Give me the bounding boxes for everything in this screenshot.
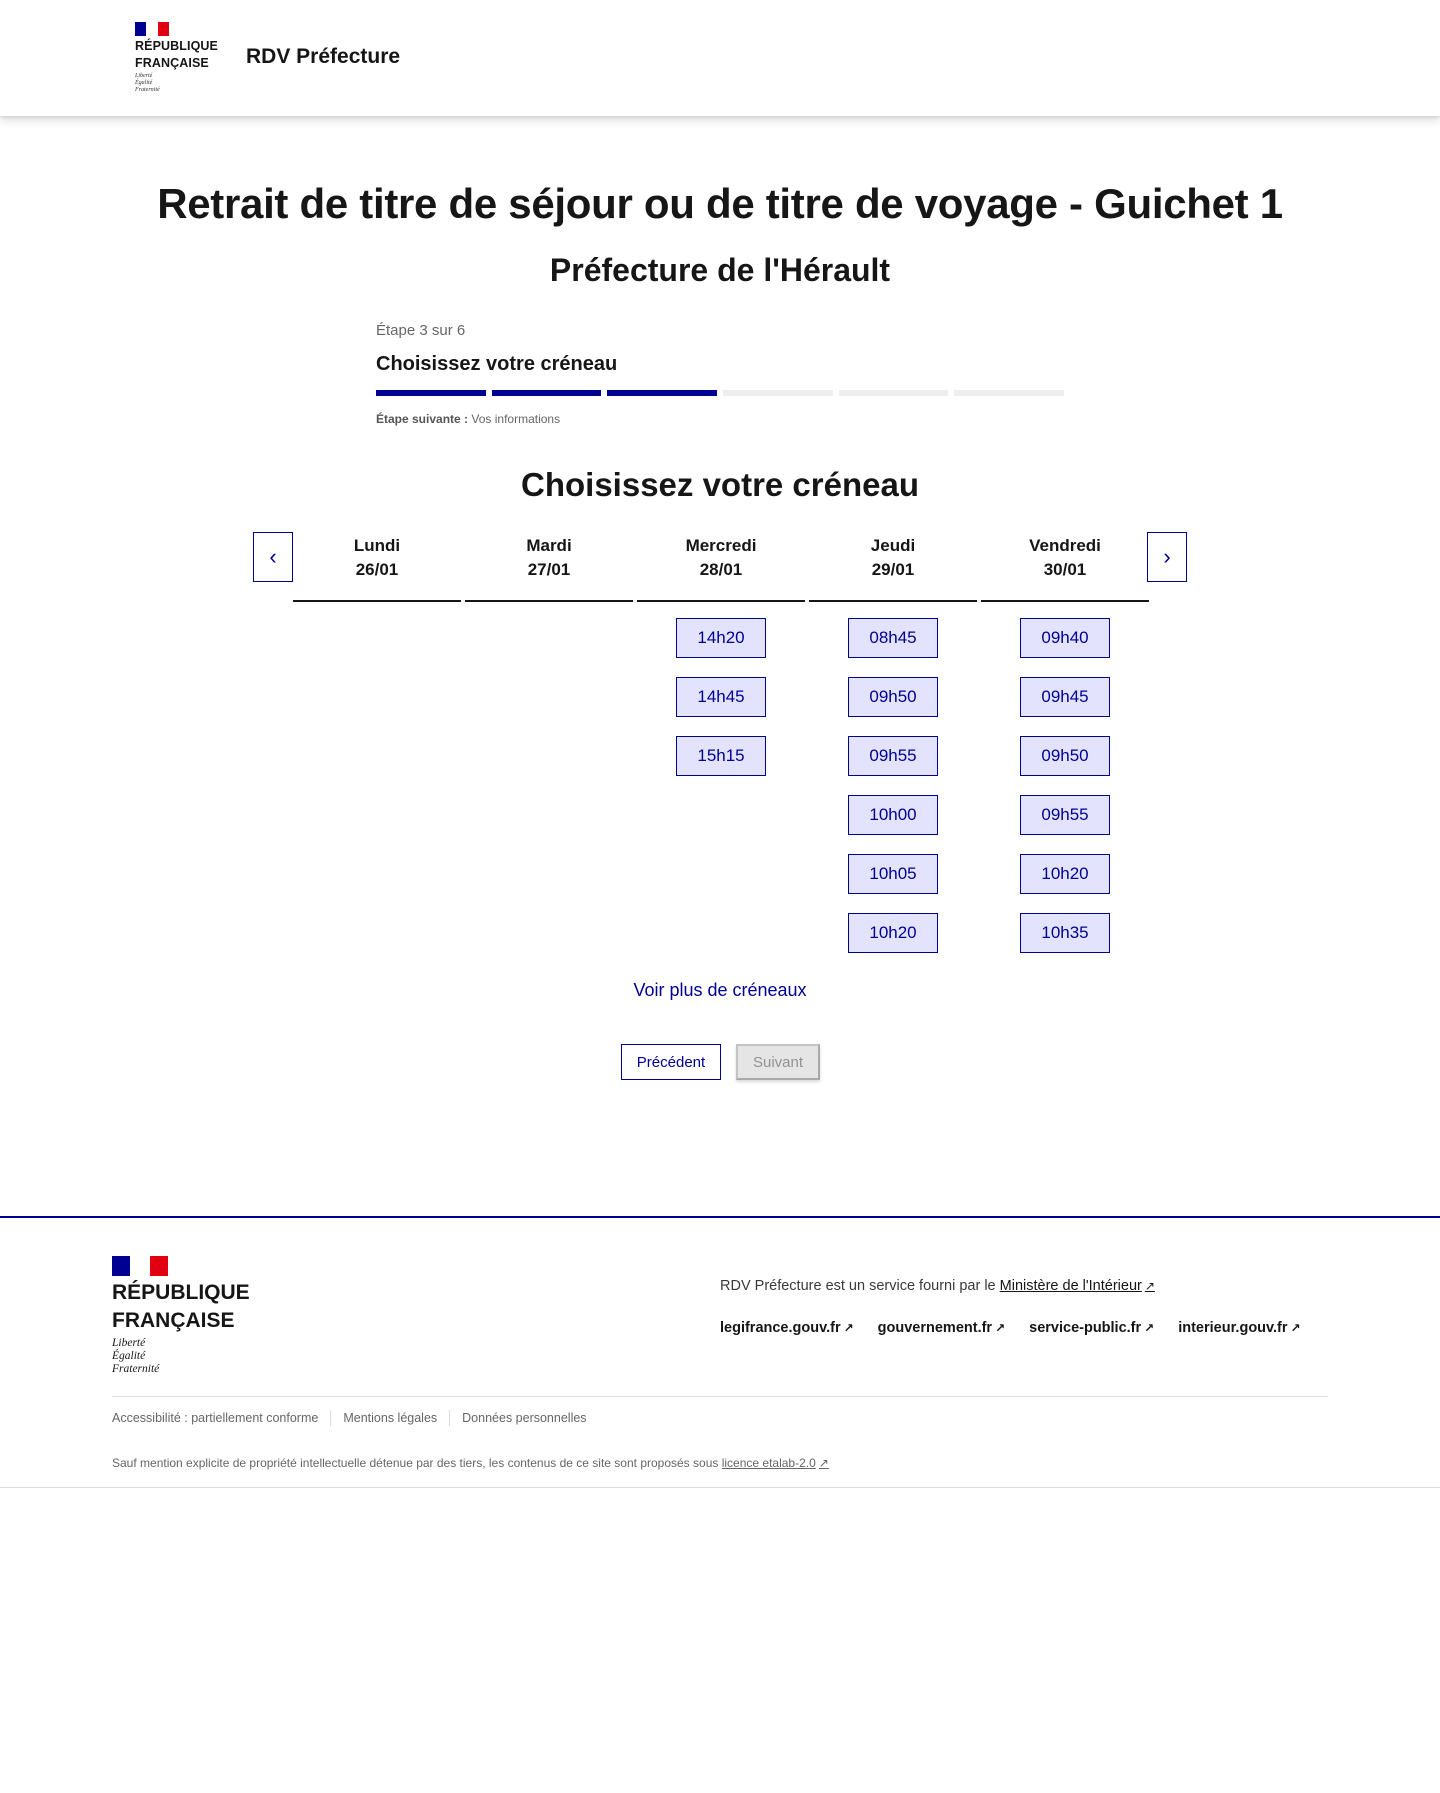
slots-title: Choisissez votre créneau xyxy=(521,466,919,503)
ministere-link[interactable] xyxy=(1000,1278,1155,1294)
time-slot-button[interactable]: 09h55 xyxy=(848,736,938,776)
time-slot-button[interactable]: 15h15 xyxy=(676,736,766,776)
more-slots-wrapper xyxy=(0,980,1440,1001)
time-slot-button[interactable]: 09h50 xyxy=(1020,736,1110,776)
external-link-icon: ↗ xyxy=(1290,1321,1301,1335)
step-next xyxy=(376,412,1064,426)
footer-desc-text: RDV Préfecture est un service fourni par le xyxy=(720,1278,996,1294)
slot-list xyxy=(1020,618,1110,953)
step-count: Étape 3 sur 6 xyxy=(376,322,466,339)
license-link-label: licence etalab-2.0 xyxy=(721,1456,816,1470)
slot-list xyxy=(848,618,938,953)
day-name: Jeudi xyxy=(870,536,916,555)
footer-description xyxy=(720,1278,1155,1294)
day-name: Vendredi xyxy=(1029,536,1101,555)
service-name-link[interactable]: RDV Préfecture xyxy=(246,45,401,68)
footer-motto-fraternite: Fraternité xyxy=(112,1363,160,1375)
next-week-button[interactable] xyxy=(1147,532,1187,582)
day-date: 29/01 xyxy=(871,560,915,579)
day-header xyxy=(637,530,805,602)
time-slot-button[interactable]: 10h00 xyxy=(848,795,938,835)
footer-link-label: service-public.fr xyxy=(1029,1320,1142,1336)
day-column xyxy=(981,530,1149,953)
footer-logo[interactable] xyxy=(112,1256,250,1376)
footer-bottom-links xyxy=(112,1410,599,1426)
footer-link-service-public[interactable] xyxy=(1029,1320,1154,1336)
external-link-icon: ↗ xyxy=(1144,1279,1155,1293)
time-slot-button[interactable]: 09h50 xyxy=(848,677,938,717)
time-slot-button[interactable]: 09h45 xyxy=(1020,677,1110,717)
time-slot-button[interactable]: 10h35 xyxy=(1020,913,1110,953)
previous-button[interactable]: Précédent xyxy=(621,1044,721,1080)
day-header xyxy=(293,530,461,602)
footer-motto-egalite: Égalité xyxy=(112,1350,146,1362)
day-name: Lundi xyxy=(353,536,401,555)
day-date: 28/01 xyxy=(699,560,743,579)
external-link-icon: ↗ xyxy=(818,1456,829,1470)
time-slot-button[interactable]: 10h05 xyxy=(848,854,938,894)
footer-link-gouvernement[interactable] xyxy=(878,1320,1005,1336)
time-slot-button[interactable]: 10h20 xyxy=(848,913,938,953)
time-slot-button[interactable]: 09h55 xyxy=(1020,795,1110,835)
step-bar xyxy=(492,390,602,396)
marianne-flag-icon xyxy=(135,22,169,36)
step-bar xyxy=(839,390,949,396)
page-title: Retrait de titre de séjour ou de titre de voyage - Guichet 1 xyxy=(157,180,1283,227)
day-column xyxy=(465,530,633,953)
step-bar xyxy=(376,390,486,396)
day-header xyxy=(809,530,977,602)
step-bar xyxy=(607,390,717,396)
personal-data-link[interactable]: Données personnelles xyxy=(449,1410,598,1426)
day-column xyxy=(293,530,461,953)
external-link-icon: ↗ xyxy=(995,1321,1006,1335)
footer-license xyxy=(112,1456,829,1470)
footer-links xyxy=(720,1320,1301,1336)
footer-divider xyxy=(112,1396,1328,1397)
time-slot-button[interactable]: 14h20 xyxy=(676,618,766,658)
step-bar xyxy=(954,390,1064,396)
time-slot-button[interactable]: 14h45 xyxy=(676,677,766,717)
day-date: 30/01 xyxy=(1043,560,1087,579)
day-name: Mercredi xyxy=(685,536,757,555)
time-slot-button[interactable]: 09h40 xyxy=(1020,618,1110,658)
external-link-icon: ↗ xyxy=(1144,1321,1155,1335)
step-progress xyxy=(376,390,1064,396)
footer-logo-line2: FRANÇAISE xyxy=(112,1309,235,1332)
logo-text-line2: FRANÇAISE xyxy=(135,56,209,70)
site-header xyxy=(0,0,1440,116)
slots-calendar xyxy=(293,530,1147,953)
next-button[interactable]: Suivant xyxy=(736,1044,820,1080)
site-footer xyxy=(0,1216,1440,1488)
license-link[interactable] xyxy=(722,1456,829,1470)
step-next-value: Vos informations xyxy=(471,412,561,426)
footer-link-label: legifrance.gouv.fr xyxy=(720,1320,841,1336)
stepper xyxy=(376,322,1064,426)
day-column xyxy=(637,530,805,953)
footer-link-label: gouvernement.fr xyxy=(877,1320,993,1336)
page-subtitle: Préfecture de l'Hérault xyxy=(549,252,891,288)
republique-francaise-logo[interactable] xyxy=(135,22,225,94)
day-name: Mardi xyxy=(526,536,572,555)
previous-week-button[interactable] xyxy=(253,532,293,582)
footer-link-label: interieur.gouv.fr xyxy=(1178,1320,1288,1336)
footer-motto xyxy=(112,1337,250,1376)
marianne-flag-icon xyxy=(112,1256,168,1276)
motto-egalite: Égalité xyxy=(135,80,153,86)
footer-logo-line1: RÉPUBLIQUE xyxy=(112,1281,250,1304)
external-link-icon: ↗ xyxy=(843,1321,854,1335)
footer-link-interieur[interactable] xyxy=(1178,1320,1300,1336)
day-date: 26/01 xyxy=(355,560,399,579)
step-next-label: Étape suivante : xyxy=(376,412,469,426)
chevron-right-icon: › xyxy=(1163,544,1171,569)
day-column xyxy=(809,530,977,953)
logo-motto xyxy=(135,73,225,94)
slot-list xyxy=(676,618,766,776)
legal-mentions-link[interactable]: Mentions légales xyxy=(330,1410,449,1426)
day-date: 27/01 xyxy=(527,560,571,579)
step-title: Choisissez votre créneau xyxy=(376,353,618,375)
accessibility-link[interactable]: Accessibilité : partiellement conforme xyxy=(112,1411,319,1425)
motto-liberte: Liberté xyxy=(135,73,153,79)
time-slot-button[interactable]: 10h20 xyxy=(1020,854,1110,894)
motto-fraternite: Fraternité xyxy=(135,87,160,93)
logo-text-line1: RÉPUBLIQUE xyxy=(135,39,218,53)
more-slots-link[interactable]: Voir plus de créneaux xyxy=(633,980,807,1000)
ministere-link-label: Ministère de l'Intérieur xyxy=(999,1278,1142,1294)
day-header xyxy=(981,530,1149,602)
footer-link-legifrance[interactable] xyxy=(720,1320,854,1336)
license-text: Sauf mention explicite de propriété intellectuelle détenue par des tiers, les contenus de ce site sont proposés sous xyxy=(112,1456,719,1470)
day-header xyxy=(465,530,633,602)
footer-motto-liberte: Liberté xyxy=(112,1337,146,1349)
step-bar xyxy=(723,390,833,396)
time-slot-button[interactable]: 08h45 xyxy=(848,618,938,658)
chevron-left-icon: ‹ xyxy=(269,544,277,569)
